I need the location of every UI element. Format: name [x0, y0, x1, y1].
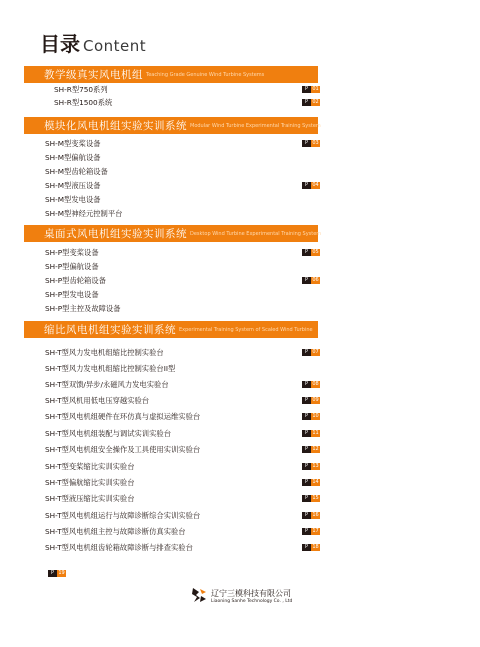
- page-number-badge: P 04: [302, 182, 320, 189]
- toc-entry[interactable]: SH-T型风电机组运行与故障诊断综合实训实验台: [45, 511, 201, 520]
- section-title-en: Teaching Grade Genuine Wind Turbine Systems: [146, 71, 265, 78]
- toc-entry[interactable]: SH-P型偏航设备: [45, 262, 99, 271]
- company-logo-icon: [190, 586, 208, 604]
- page-number-badge: P 10: [302, 413, 320, 420]
- toc-entry[interactable]: SH-T型双馈/异步/永磁风力发电实验台: [45, 380, 169, 389]
- toc-entry[interactable]: SH-P型变桨设备: [45, 248, 99, 257]
- page-number-badge: P 01: [302, 86, 320, 93]
- page-number-badge: P 18: [302, 544, 320, 551]
- toc-entry[interactable]: SH-T型变桨缩比实训实验台: [45, 462, 135, 471]
- section-header-teaching-grade[interactable]: [24, 66, 318, 83]
- toc-entry[interactable]: SH-M型发电设备: [45, 195, 101, 204]
- toc-entry[interactable]: SH-T型偏航缩比实训实验台: [45, 478, 135, 487]
- section-title-cn: 缩比风电机组实验实训系统: [44, 324, 176, 336]
- page-number-badge: P 15: [302, 495, 320, 502]
- toc-entry[interactable]: SH-T型风电机组硬件在环仿真与虚拟运维实验台: [45, 412, 201, 421]
- company-name-cn: 辽宁三模科技有限公司: [211, 589, 291, 598]
- page-number-badge: P 17: [302, 528, 320, 535]
- toc-entry[interactable]: SH-M型变桨设备: [45, 139, 101, 148]
- section-header-modular[interactable]: [24, 117, 321, 134]
- toc-entry[interactable]: SH-M型神经元控制平台: [45, 209, 123, 218]
- page-number-badge: P 11: [302, 430, 320, 437]
- page-number-badge: P 05: [302, 249, 320, 256]
- toc-entry[interactable]: SH-P型主控及故障设备: [45, 304, 121, 313]
- page-number-badge: P 14: [302, 479, 320, 486]
- page-number-badge: P 12: [302, 446, 320, 453]
- toc-entry[interactable]: SH-T型风电机组装配与调试实训实验台: [45, 429, 171, 438]
- toc-entry[interactable]: SH-T型风电机组齿轮箱故障诊断与排查实验台: [45, 543, 193, 552]
- page-number-badge: P 03: [302, 140, 320, 147]
- page-number-badge-footer: P 19: [48, 570, 66, 577]
- toc-entry[interactable]: SH-M型齿轮箱设备: [45, 167, 108, 176]
- section-title-cn: 教学级真实风电机组: [44, 69, 143, 81]
- page-number-badge: P 08: [302, 381, 320, 388]
- page-number-badge: P 09: [302, 397, 320, 404]
- section-title-en: Modular Wind Turbine Experimental Training System: [190, 122, 321, 129]
- toc-entry[interactable]: SH-T型液压缩比实训实验台: [45, 494, 135, 503]
- page-number-badge: P 13: [302, 463, 320, 470]
- toc-entry[interactable]: SH-T型风电机组安全操作及工具使用实训实验台: [45, 445, 201, 454]
- toc-entry[interactable]: SH-P型齿轮箱设备: [45, 276, 106, 285]
- section-header-desktop[interactable]: [24, 225, 322, 242]
- toc-entry[interactable]: SH-R型750系列: [54, 85, 108, 94]
- page-number-badge: P 06: [302, 277, 320, 284]
- page-title-en: Content: [83, 37, 147, 55]
- toc-entry[interactable]: SH-T型风力发电机组缩比控制实验台: [45, 348, 164, 357]
- toc-entry[interactable]: SH-R型1500系统: [54, 98, 113, 107]
- toc-entry[interactable]: SH-P型发电设备: [45, 290, 99, 299]
- section-title-en: Desktop Wind Turbine Experimental Training System: [190, 230, 322, 237]
- company-name-en: Liaoning Sanhe Technology Co. , Ltd: [211, 599, 293, 604]
- page-number-badge: P 07: [302, 349, 320, 356]
- section-title-cn: 模块化风电机组实验实训系统: [44, 120, 187, 132]
- page-title: [40, 28, 146, 57]
- section-header-scaled[interactable]: [24, 321, 318, 338]
- toc-entry[interactable]: SH-T型风电机组主控与故障诊断仿真实验台: [45, 527, 186, 536]
- toc-entry[interactable]: SH-T型风力发电机组缩比控制实验台II型: [45, 364, 176, 373]
- toc-entry[interactable]: SH-T型风机用低电压穿越实验台: [45, 396, 150, 405]
- toc-entry[interactable]: SH-M型液压设备: [45, 181, 101, 190]
- page-title-cn: 目录: [40, 32, 80, 56]
- section-title-cn: 桌面式风电机组实验实训系统: [44, 228, 187, 240]
- section-title-en: Experimental Training System of Scaled Wind Turbine: [179, 326, 313, 333]
- page-number-badge: P 02: [302, 99, 320, 106]
- page-number-badge: P 16: [302, 512, 320, 519]
- toc-entry[interactable]: SH-M型偏航设备: [45, 153, 101, 162]
